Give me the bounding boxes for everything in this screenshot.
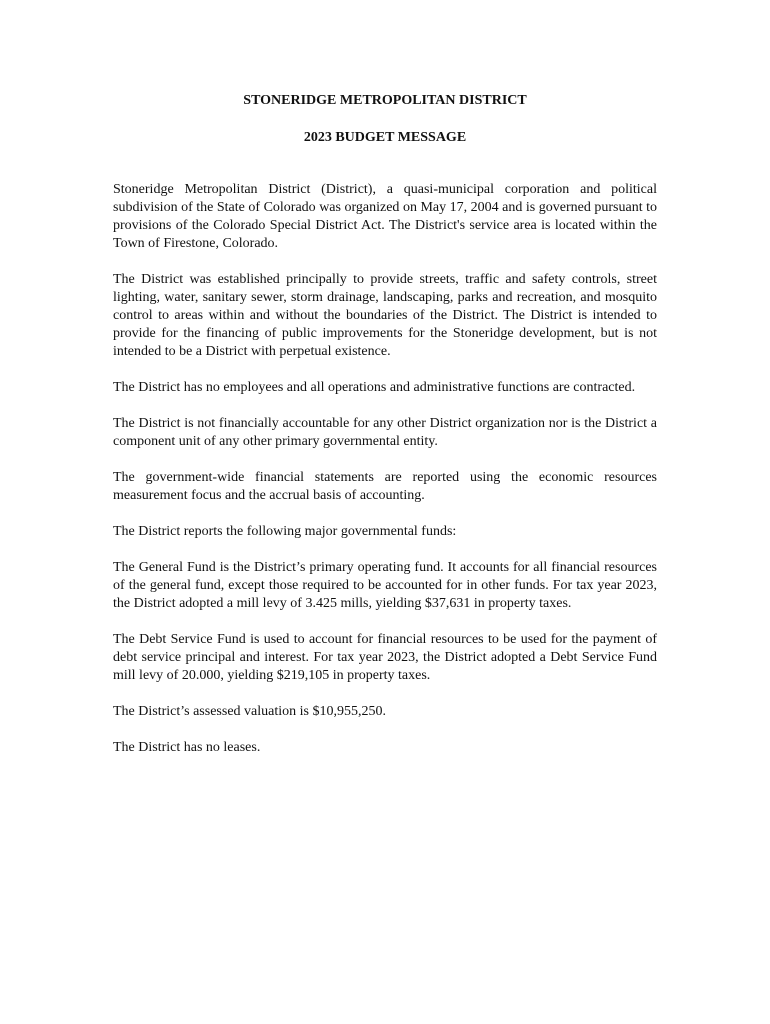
paragraph-debt-service-fund: The Debt Service Fund is used to account for financial resources to be used for the payment of debt service principal and interest. For tax year 2023, the District adopted a Debt Service Fund mill levy of 20.000, yielding $219,105 in property taxes. — [113, 632, 657, 683]
document-page — [113, 92, 657, 757]
paragraph-organization: Stoneridge Metropolitan District (District), a quasi-municipal corporation and political subdivision of the State of Colorado was organized on May 17, 2004 and is governed pursuant to provisions of the Colorado Special District Act. The District's service area is located within the Town of Firestone, Colorado. — [113, 182, 657, 251]
document-subtitle: 2023 BUDGET MESSAGE — [303, 130, 467, 145]
paragraph-major-funds: The District reports the following major governmental funds: — [113, 524, 457, 539]
paragraph-accountability: The District is not financially accountable for any other District organization nor is the District a component unit of any other primary governmental entity. — [113, 416, 657, 449]
paragraph-financial-statements: The government-wide financial statements are reported using the economic resources measurement focus and the accrual basis of accounting. — [113, 470, 657, 503]
paragraph-purpose: The District was established principally to provide streets, traffic and safety controls, street lighting, water, sanitary sewer, storm drainage, landscaping, parks and recreation, and mosquito control to areas within and without the boundaries of the District. The District is intended to provide for the financing of public improvements for the Stoneridge development, but is not intended to be a District with perpetual existence. — [113, 272, 657, 359]
document-title: STONERIDGE METROPOLITAN DISTRICT — [243, 93, 527, 108]
paragraph-assessed-valuation: The District’s assessed valuation is $10,955,250. — [113, 704, 386, 719]
paragraph-leases: The District has no leases. — [113, 740, 261, 755]
paragraph-employees: The District has no employees and all operations and administrative functions are contracted. — [113, 380, 636, 395]
document-body — [113, 181, 657, 757]
paragraph-general-fund: The General Fund is the District’s primary operating fund. It accounts for all financial resources of the general fund, except those required to be accounted for in other funds. For tax year 2023, the District adopted a mill levy of 3.425 mills, yielding $37,631 in property taxes. — [113, 560, 657, 611]
